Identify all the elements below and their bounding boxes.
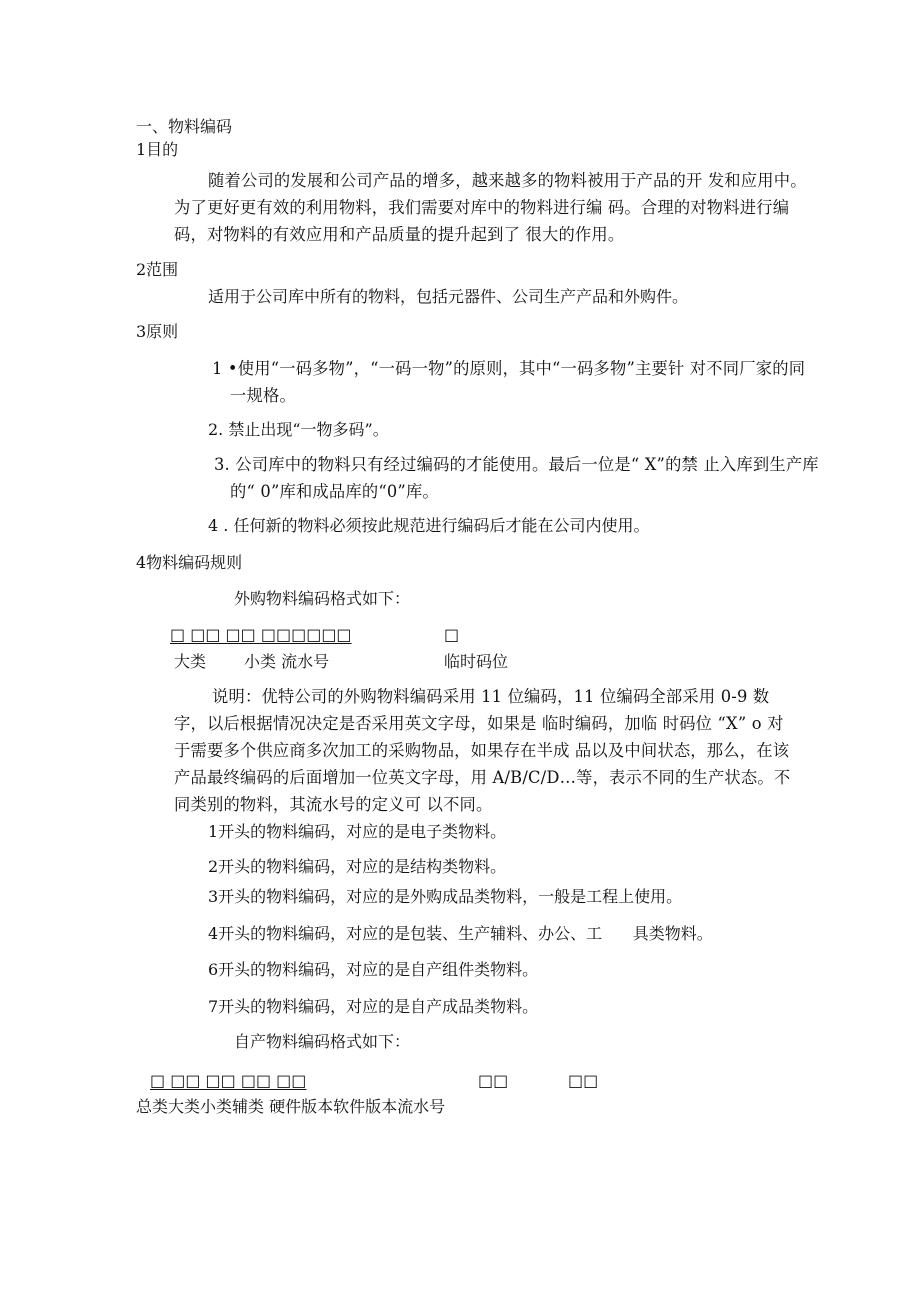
selfmade-format-label: 自产物料编码格式如下： bbox=[234, 1032, 411, 1051]
heading-material-coding: 一、物料编码 bbox=[136, 117, 233, 136]
principle-item-2: 2. 禁止出现“一物多码”。 bbox=[208, 420, 389, 439]
section-scope-body: 适用于公司库中所有的物料，包括元器件、公司生产产品和外购件。 bbox=[208, 287, 689, 306]
section-purpose-title: 1目的 bbox=[136, 140, 179, 159]
selfmade-hw-version-box: □□ bbox=[478, 1071, 509, 1090]
category-item-3: 3开头的物料编码，对应的是外购成品类物料，一般是工程上使用。 bbox=[208, 887, 683, 906]
purchased-code-explanation: 说明：优特公司的外购物料编码采用 11 位编码，11 位编码全部采用 0-9 数字，以后根据情况决定是否采用英文字母，如果是 临时编码，加临 时码位 “X” o 对于需要多个供应商多次加工的采购物品，如果存在半成 品以及中间状态，那么，在该产品最终编码的后面增加一位英文字母，用 A/B/C/D…等，表示不同的生产状态。不同类别的物料，其流水号的定义可 以不同。 bbox=[174, 687, 791, 814]
category-item-7: 7开头的物料编码，对应的是自产成品类物料。 bbox=[208, 997, 539, 1016]
label-minor-serial: 小类 流水号 bbox=[244, 652, 330, 671]
purchased-code-boxes: □ □□ □□ □□□□□□ bbox=[170, 625, 352, 644]
section-coding-rules-title: 4物料编码规则 bbox=[136, 553, 243, 572]
category-item-6: 6开头的物料编码，对应的是自产组件类物料。 bbox=[208, 960, 539, 979]
label-temp-digit: 临时码位 bbox=[444, 652, 509, 671]
principle-item-1: 1 •使用“一码多物”，“一码一物”的原则，其中“一码多物”主要针 对不同厂家的同一规格。 bbox=[212, 359, 806, 405]
principle-item-3: 3. 公司库中的物料只有经过编码的才能使用。最后一位是“ X”的禁 止入库到生产库的“ 0”库和成品库的“0”库。 bbox=[214, 455, 819, 501]
category-item-4: 4开头的物料编码，对应的是包装、生产辅料、办公、工 具类物料。 bbox=[208, 924, 713, 943]
selfmade-code-boxes: □ □□ □□ □□ □□ bbox=[150, 1071, 307, 1090]
purchased-format-label: 外购物料编码格式如下： bbox=[234, 589, 411, 608]
label-major-category: 大类 bbox=[174, 652, 207, 671]
purchased-temp-box: □ bbox=[444, 625, 460, 644]
selfmade-sw-version-box: □□ bbox=[568, 1071, 599, 1090]
section-purpose-body: 随着公司的发展和公司产品的增多，越来越多的物料被用于产品的开 发和应用中。为了更好更有效的利用物料，我们需要对库中的物料进行编 码。合理的对物料进行编码，对物料的有效应用和产品质量的提升起到了 很大的作用。 bbox=[174, 171, 807, 244]
category-item-1: 1开头的物料编码，对应的是电子类物料。 bbox=[208, 822, 507, 841]
category-item-2: 2开头的物料编码，对应的是结构类物料。 bbox=[208, 857, 507, 876]
principle-item-4: 4 . 任何新的物料必须按此规范进行编码后才能在公司内使用。 bbox=[208, 516, 650, 535]
selfmade-code-labels: 总类大类小类辅类 硬件版本软件版本流水号 bbox=[136, 1097, 446, 1116]
section-principles-title: 3原则 bbox=[136, 322, 179, 341]
section-scope-title: 2范围 bbox=[136, 260, 179, 279]
